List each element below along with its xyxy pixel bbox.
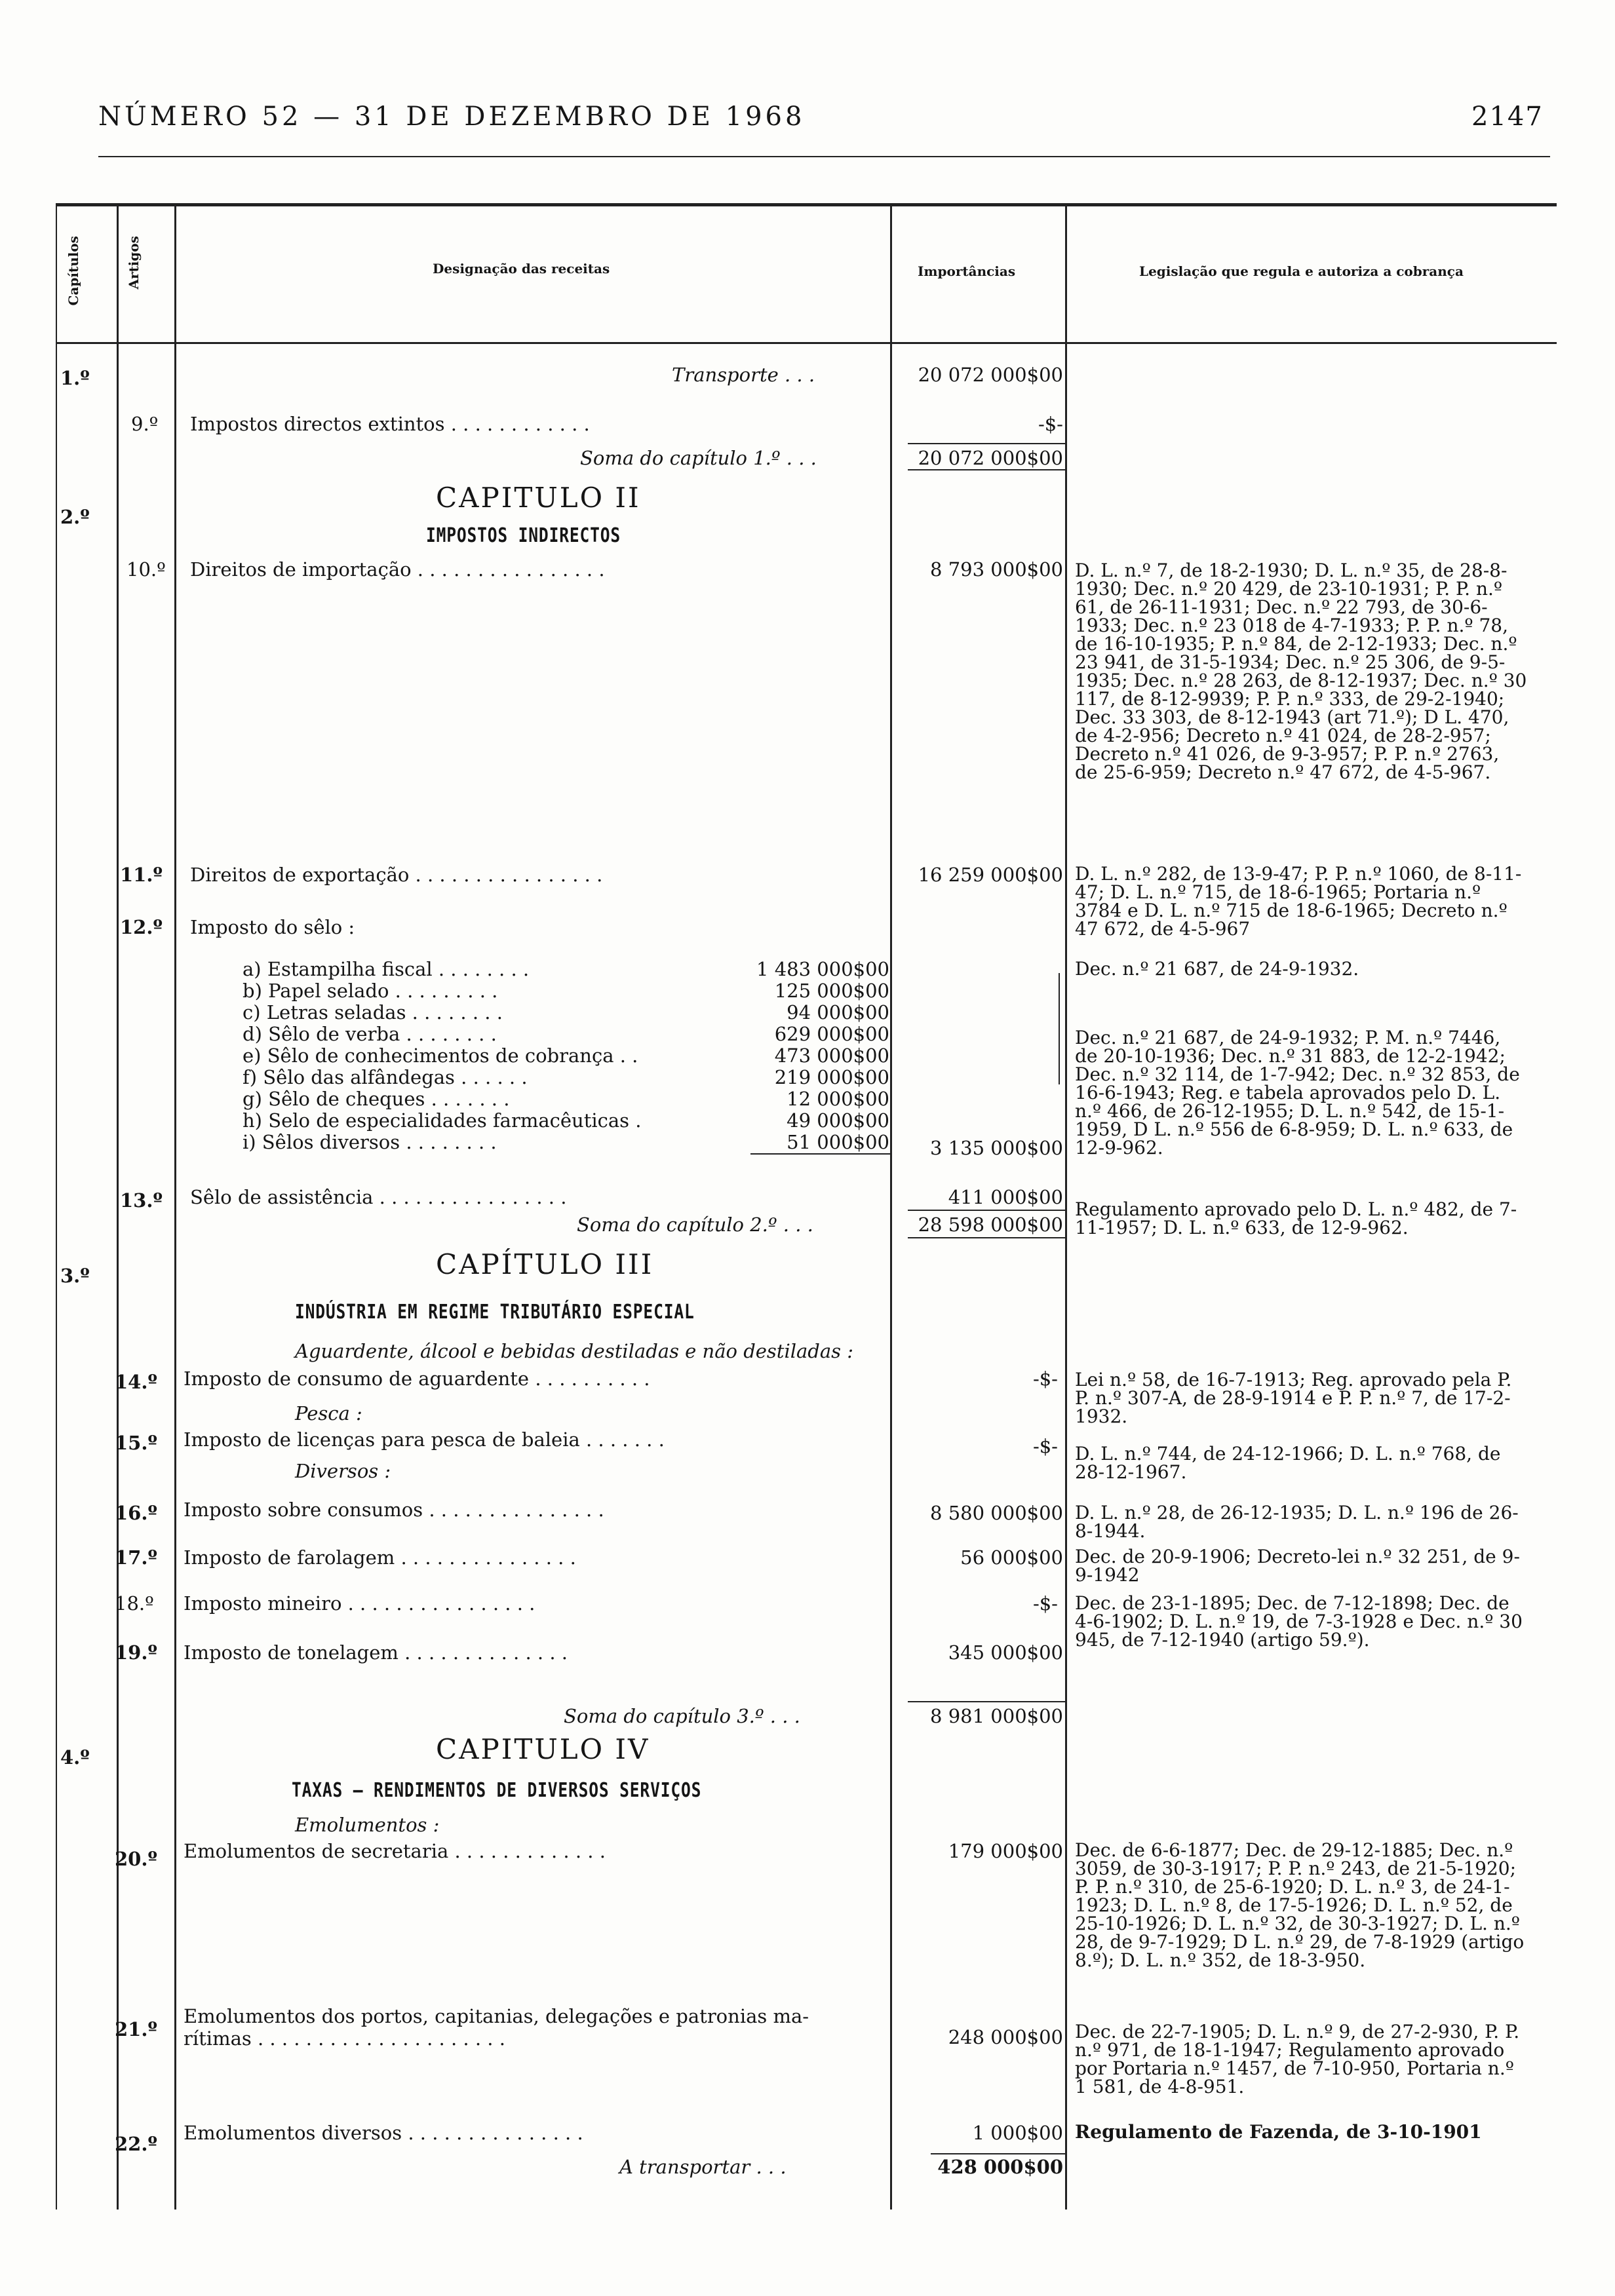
chapter-number: 2.º xyxy=(60,506,90,528)
sub-item-value: 94 000$00 xyxy=(787,1001,889,1024)
article-description: Direitos de importação . . . . . . . . . . . . . . . . xyxy=(190,558,605,581)
sub-item-label: a) Estampilha fiscal . . . . . . . . xyxy=(243,958,530,980)
article-value: 16 259 000$00 xyxy=(918,864,1063,886)
article-description: Sêlo de assistência . . . . . . . . . . . . . . . . xyxy=(190,1186,567,1208)
article-number: 22.º xyxy=(115,2133,157,2155)
subtotal-bracket xyxy=(890,958,891,1155)
article-number: 15.º xyxy=(115,1432,157,1454)
table-left-edge xyxy=(56,204,57,2210)
sub-item-label: h) Selo de especialidades farmacêuticas . xyxy=(243,1109,642,1132)
article-number: 19.º xyxy=(115,1641,157,1664)
chapter-title: CAPITULO IV xyxy=(436,1733,650,1765)
chapter-sum-value: 8 981 000$00 xyxy=(930,1705,1063,1727)
col-header-capitulos: Capítulos xyxy=(66,236,81,306)
article-value: 411 000$00 xyxy=(948,1186,1063,1208)
col-divider-4 xyxy=(1065,204,1067,2210)
legislation-text: D. L. n.º 744, de 24-12-1966; D. L. n.º 768, de 28-12-1967. xyxy=(1075,1443,1501,1483)
col-divider-1 xyxy=(117,204,119,2210)
legislation-text: Dec. de 22-7-1905; D. L. n.º 9, de 27-2-930, P. P. n.º 971, de 18-1-1947; Regulamento aprovado por Portaria n.º 1457, de 7-10-950, Portaria n.º 1 581, de 4-8-951. xyxy=(1075,2021,1520,2097)
col-header-artigos: Artigos xyxy=(126,236,142,290)
article-number: 14.º xyxy=(115,1371,157,1393)
article-description: Emolumentos diversos . . . . . . . . . . . . . . . xyxy=(184,2122,583,2144)
article-number: 9.º xyxy=(131,413,159,435)
article-number: 17.º xyxy=(115,1546,157,1569)
article-number: 21.º xyxy=(115,2018,157,2040)
article-value: 179 000$00 xyxy=(948,1840,1063,1862)
article-description: Imposto de tonelagem . . . . . . . . . . . . . . xyxy=(184,1641,568,1664)
article-description: Emolumentos dos portos, capitanias, delegações e patronias ma- xyxy=(184,2005,809,2027)
sub-item-label: i) Sêlos diversos . . . . . . . . xyxy=(243,1131,497,1153)
sub-item-label: c) Letras seladas . . . . . . . . xyxy=(243,1001,503,1024)
table-top-rule xyxy=(56,203,1557,206)
page-number: 2147 xyxy=(1471,102,1544,132)
sum-rule xyxy=(908,1701,1065,1702)
chapter-sum-label: Soma do capítulo 2.º . . . xyxy=(577,1214,813,1236)
article-value: -$- xyxy=(1032,1435,1058,1457)
article-number: 12.º xyxy=(120,916,163,938)
article-value: -$- xyxy=(1032,1368,1058,1390)
legislation-text: D. L. n.º 28, de 26-12-1935; D. L. n.º 196 de 26-8-1944. xyxy=(1075,1502,1519,1542)
article-value: -$- xyxy=(1038,413,1063,435)
carry-forward-value: 428 000$00 xyxy=(937,2156,1063,2178)
sub-item-label: f) Sêlo das alfândegas . . . . . . xyxy=(243,1066,528,1088)
article-number: 18.º xyxy=(115,1592,154,1615)
carry-forward-label: A transportar . . . xyxy=(619,2156,787,2178)
article-description: rítimas . . . . . . . . . . . . . . . . . . . . . xyxy=(184,2027,505,2050)
group-heading: Emolumentos : xyxy=(295,1814,440,1836)
col-divider-3 xyxy=(890,204,892,2210)
article-value: 345 000$00 xyxy=(948,1641,1063,1664)
sub-item-label: b) Papel selado . . . . . . . . . xyxy=(243,980,498,1002)
chapter-sum-label: Soma do capítulo 1.º . . . xyxy=(580,447,817,469)
col-header-importancias: Importâncias xyxy=(918,263,1016,279)
sub-item-value: 629 000$00 xyxy=(774,1023,889,1045)
legislation-text: Regulamento de Fazenda, de 3-10-1901 xyxy=(1075,2121,1482,2143)
article-number: 11.º xyxy=(120,864,163,886)
sub-item-value: 12 000$00 xyxy=(787,1088,889,1110)
legislation-text: Dec. n.º 21 687, de 24-9-1932; P. M. n.º 7446, de 20-10-1936; Dec. n.º 31 883, de 12-2-1942; Dec. n.º 32 114, de 1-7-942; Dec. n.º 32 853, de 16-6-1943; Reg. e tabela aprovados pelo D. L. n.º 466, de 26-12-1955; D. L. n.º 542, de 15-1-1959, D L. n.º 556 de 6-8-959; D. L. n.º 633, de 12-9-962. xyxy=(1075,1029,1520,1158)
legislation-text: Dec. de 20-9-1906; Decreto-lei n.º 32 251, de 9-9-1942 xyxy=(1075,1546,1520,1586)
article-value: 1 000$00 xyxy=(972,2122,1063,2144)
chapter-title: CAPITULO II xyxy=(436,482,641,514)
chapter-number: 4.º xyxy=(60,1746,90,1769)
legislation-text: D. L. n.º 282, de 13-9-47; P. P. n.º 1060, de 8-11-47; D. L. n.º 715, de 18-6-1965; Portaria n.º 3784 e D. L. n.º 715 de 18-6-1965; Decreto n.º 47 672, de 4-5-967 xyxy=(1075,865,1522,940)
sub-item-value: 49 000$00 xyxy=(787,1109,889,1132)
legislation-text: Dec. de 6-6-1877; Dec. de 29-12-1885; Dec. n.º 3059, de 30-3-1917; P. P. n.º 243, de 21-5-1920; P. P. n.º 310, de 25-6-1920; D. L. n.º 3, de 24-1-1923; D. L. n.º 8, de 17-5-1926; D. L. n.º 52, de 25-10-1926; D. L. n.º 32, de 30-3-1927; D. L. n.º 28, de 9-7-1929; D L. n.º 29, de 7-8-1929 (artigo 8.º); D. L. n.º 352, de 18-3-950. xyxy=(1075,1839,1525,1971)
sub-item-label: g) Sêlo de cheques . . . . . . . xyxy=(243,1088,510,1110)
sum-rule-under xyxy=(908,1237,1065,1238)
article-description: Imposto mineiro . . . . . . . . . . . . . . . . xyxy=(184,1592,535,1615)
article-description: Emolumentos de secretaria . . . . . . . . . . . . . xyxy=(184,1840,606,1862)
article-description: Imposto do sêlo : xyxy=(190,916,355,938)
sub-item-value: 1 483 000$00 xyxy=(756,958,889,980)
legislation-text: D. L. n.º 7, de 18-2-1930; D. L. n.º 35, de 28-8-1930; Dec. n.º 20 429, de 23-10-1931; P. P. n.º 61, de 26-11-1931; Dec. n.º 22 793, de 30-6-1933; Dec. n.º 23 018 de 4-7-1933; P. P. n.º 78, de 16-10-1935; P. n.º 84, de 2-12-1933; Dec. n.º 23 941, de 31-5-1934; Dec. n.º 25 306, de 9-5-1935; Dec. n.º 28 263, de 8-12-1937; Dec. n.º 30 117, de 8-12-9939; P. P. n.º 333, de 29-2-1940; Dec. 33 303, de 8-12-1943 (art 71.º); D L. 470, de 4-2-956; Decreto n.º 41 024, de 28-2-957; Decreto n.º 41 026, de 9-3-957; P. P. n.º 2763, de 25-6-959; Decreto n.º 47 672, de 4-5-967. xyxy=(1075,562,1527,783)
transporte-value: 20 072 000$00 xyxy=(918,364,1063,386)
sum-rule xyxy=(908,1210,1065,1211)
col-divider-2 xyxy=(174,204,176,2210)
article-value: -$- xyxy=(1032,1592,1058,1615)
group-heading: Diversos : xyxy=(295,1460,391,1482)
legislation-text: Regulamento aprovado pelo D. L. n.º 482, de 7-11-1957; D. L. n.º 633, de 12-9-962. xyxy=(1075,1198,1517,1238)
article-description: Direitos de exportação . . . . . . . . . . . . . . . . xyxy=(190,864,603,886)
group-heading: Pesca : xyxy=(295,1402,362,1425)
carry-rule xyxy=(931,2153,1065,2154)
chapter-sum-value: 28 598 000$00 xyxy=(918,1214,1063,1236)
legislation-text: Dec. n.º 21 687, de 24-9-1932. xyxy=(1075,958,1359,980)
article-value: 56 000$00 xyxy=(960,1546,1063,1569)
chapter-sum-value: 20 072 000$00 xyxy=(918,447,1063,469)
chapter-subtitle: INDÚSTRIA EM REGIME TRIBUTÁRIO ESPECIAL xyxy=(295,1301,695,1324)
article-description: Imposto de farolagem . . . . . . . . . . . . . . . xyxy=(184,1546,576,1569)
sum-rule xyxy=(908,443,1065,444)
chapter-title: CAPÍTULO III xyxy=(436,1248,654,1280)
sum-rule-under xyxy=(908,469,1065,470)
legislation-bracket xyxy=(1059,973,1060,1084)
sub-item-value: 473 000$00 xyxy=(774,1044,889,1067)
article-number: 20.º xyxy=(115,1848,157,1870)
table-header-rule xyxy=(56,342,1557,344)
subtotal-rule xyxy=(750,1153,890,1155)
sub-item-value: 125 000$00 xyxy=(774,980,889,1002)
legislation-text: Dec. de 23-1-1895; Dec. de 7-12-1898; Dec. de 4-6-1902; D. L. n.º 19, de 7-3-1928 e Dec. n.º 30 945, de 7-12-1940 (artigo 59.º). xyxy=(1075,1592,1523,1651)
article-description: Impostos directos extintos . . . . . . . . . . . . xyxy=(190,413,590,435)
chapter-number: 1.º xyxy=(60,367,90,389)
article-description: Imposto de consumo de aguardente . . . . . . . . . . xyxy=(184,1368,650,1390)
sub-item-value: 51 000$00 xyxy=(787,1131,889,1153)
sub-item-value: 219 000$00 xyxy=(774,1066,889,1088)
legislation-text: Lei n.º 58, de 16-7-1913; Reg. aprovado pela P. P. n.º 307-A, de 28-9-1914 e P. P. n.º 7, de 17-2-1932. xyxy=(1075,1369,1512,1427)
page-header-title: NÚMERO 52 — 31 DE DEZEMBRO DE 1968 xyxy=(98,102,806,132)
article-number: 10.º xyxy=(126,558,166,581)
article-number: 13.º xyxy=(120,1189,163,1212)
article-value: 248 000$00 xyxy=(948,2026,1063,2048)
article-value: 3 135 000$00 xyxy=(930,1137,1063,1159)
article-value: 8 793 000$00 xyxy=(930,558,1063,581)
chapter-subtitle: TAXAS — RENDIMENTOS DE DIVERSOS SERVIÇOS xyxy=(292,1779,702,1802)
article-description: Imposto de licenças para pesca de baleia . . . . . . . xyxy=(184,1428,665,1451)
chapter-number: 3.º xyxy=(60,1265,90,1287)
header-rule xyxy=(98,156,1550,157)
article-description: Imposto sobre consumos . . . . . . . . . . . . . . . xyxy=(184,1499,604,1521)
sub-item-label: e) Sêlo de conhecimentos de cobrança . . xyxy=(243,1044,638,1067)
col-header-designacao: Designação das receitas xyxy=(433,261,610,277)
article-value: 8 580 000$00 xyxy=(930,1502,1063,1524)
sub-item-label: d) Sêlo de verba . . . . . . . . xyxy=(243,1023,497,1045)
article-number: 16.º xyxy=(115,1502,157,1524)
col-header-legislacao: Legislação que regula e autoriza a cobrança xyxy=(1139,263,1464,279)
chapter-sum-label: Soma do capítulo 3.º . . . xyxy=(564,1705,800,1727)
chapter-subtitle: IMPOSTOS INDIRECTOS xyxy=(426,524,621,547)
transporte-label: Transporte . . . xyxy=(672,364,815,386)
group-heading: Aguardente, álcool e bebidas destiladas e não destiladas : xyxy=(295,1340,854,1362)
